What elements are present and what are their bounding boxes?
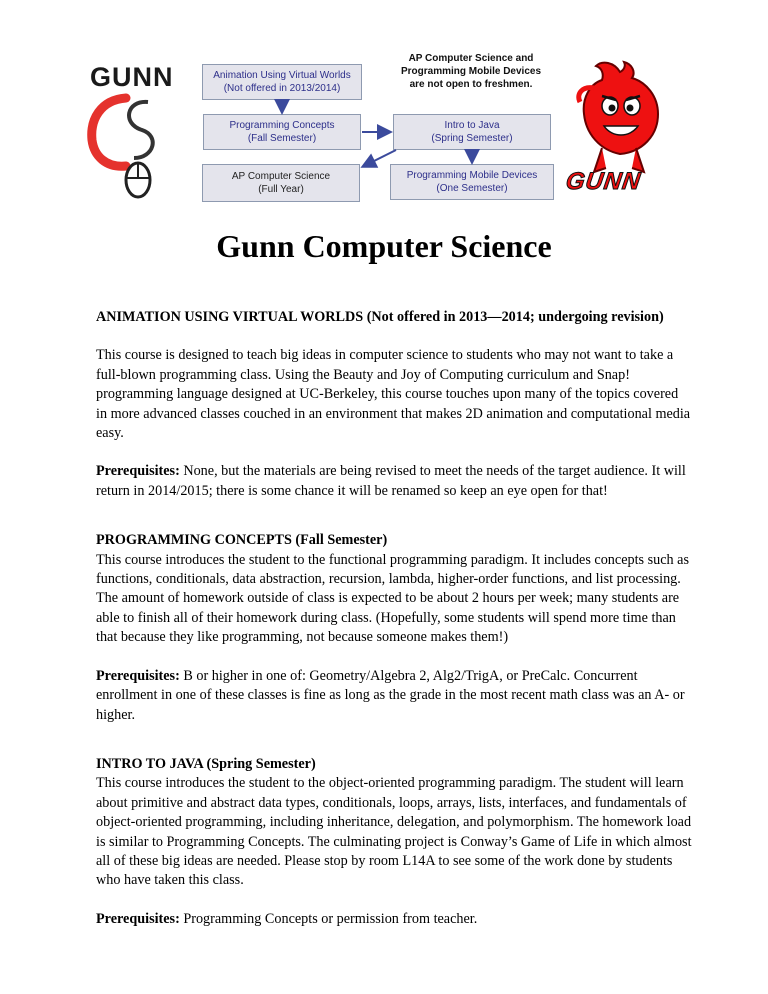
box-mobile-devices <box>390 164 554 200</box>
prereq-label: Prerequisites: <box>96 463 180 480</box>
gunn-titan-mascot-icon <box>572 58 668 180</box>
box-ap-sub: (Full Year) <box>258 184 304 195</box>
section-body: This course introduces the student to the functional programming paradigm. It includes concepts such as functions, conditionals, data abstraction, recursion, lambda, higher-order functions, and list processing. The amount of homework outside of class is expected to be about 2 hours per week; many students are able to finish all of their homework during class. (Hopefully, some students will spend more time than that because they like programming, not because someone makes them!) <box>96 551 689 646</box>
box-animation <box>202 64 362 100</box>
box-intro-to-java <box>393 114 551 150</box>
box-concepts-title: Programming Concepts <box>229 120 335 131</box>
section-prerequisites <box>96 910 692 929</box>
prereq-label: Prerequisites: <box>96 667 180 684</box>
section-heading: PROGRAMMING CONCEPTS (Fall Semester) <box>96 532 388 549</box>
box-animation-sub: (Not offered in 2013/2014) <box>223 83 341 94</box>
prereq-label: Prerequisites: <box>96 910 180 927</box>
note-line: AP Computer Science and <box>408 53 534 64</box>
page-title: Gunn Computer Science <box>216 228 552 264</box>
section-prerequisites <box>96 462 692 501</box>
box-java-sub: (Spring Semester) <box>431 133 513 144</box>
gunn-cs-logo-icon <box>86 92 176 202</box>
gunn-logo-text: GUNN <box>90 62 174 92</box>
course-descriptions <box>96 308 692 929</box>
gunn-wordmark: GUNN <box>564 168 643 195</box>
box-mobile-sub: (One Semester) <box>436 183 508 194</box>
freshmen-note <box>388 52 554 91</box>
box-mobile-title: Programming Mobile Devices <box>406 170 538 181</box>
note-line: are not open to freshmen. <box>409 79 533 90</box>
section-body: This course introduces the student to the object-oriented programming paradigm. The student will learn about primitive and abstract data types, conditionals, loops, arrays, lists, interfaces, and fundamentals of object-oriented programming, including inheritance, delegation, and polymorphism. The homework load is similar to Programming Concepts. The culminating project is Conway’s Game of Life in which almost all of these big ideas are needed. Please stop by room L14A to see some of the work done by students who have taken this class. <box>96 775 692 889</box>
section-heading: ANIMATION USING VIRTUAL WORLDS (Not offered in 2013—2014; undergoing revision) <box>96 309 664 325</box>
section-body: This course is designed to teach big ideas in computer science to students who may not want to take a full-blown programming class. Using the Beauty and Joy of Computing curriculum and Snap! programming language designed at UC-Berkeley, this course touches upon many of the topics covered in more advanced classes couched in an environment that makes 2D animation and computational media easy. <box>96 347 691 442</box>
prereq-text: B or higher in one of: Geometry/Algebra 2, Alg2/TrigA, or PreCalc. Concurrent enrollment in one of these classes is fine as long as the grade in the most recent math class was an A- or higher. <box>96 667 685 723</box>
box-programming-concepts <box>203 114 361 150</box>
prereq-text: Programming Concepts or permission from teacher. <box>179 910 478 927</box>
note-line: Programming Mobile Devices <box>400 66 542 77</box>
box-concepts-sub: (Fall Semester) <box>247 133 317 144</box>
box-java-title: Intro to Java <box>444 120 500 131</box>
box-ap-computer-science <box>202 164 360 202</box>
section-heading: INTRO TO JAVA (Spring Semester) <box>96 755 316 772</box>
section-prerequisites <box>96 667 692 725</box>
prereq-text: None, but the materials are being revised to meet the needs of the target audience. It will return in 2014/2015; there is some chance it will be renamed so keep an eye open for that! <box>96 463 686 499</box>
box-animation-title: Animation Using Virtual Worlds <box>213 70 351 81</box>
box-ap-title: AP Computer Science <box>231 171 331 182</box>
